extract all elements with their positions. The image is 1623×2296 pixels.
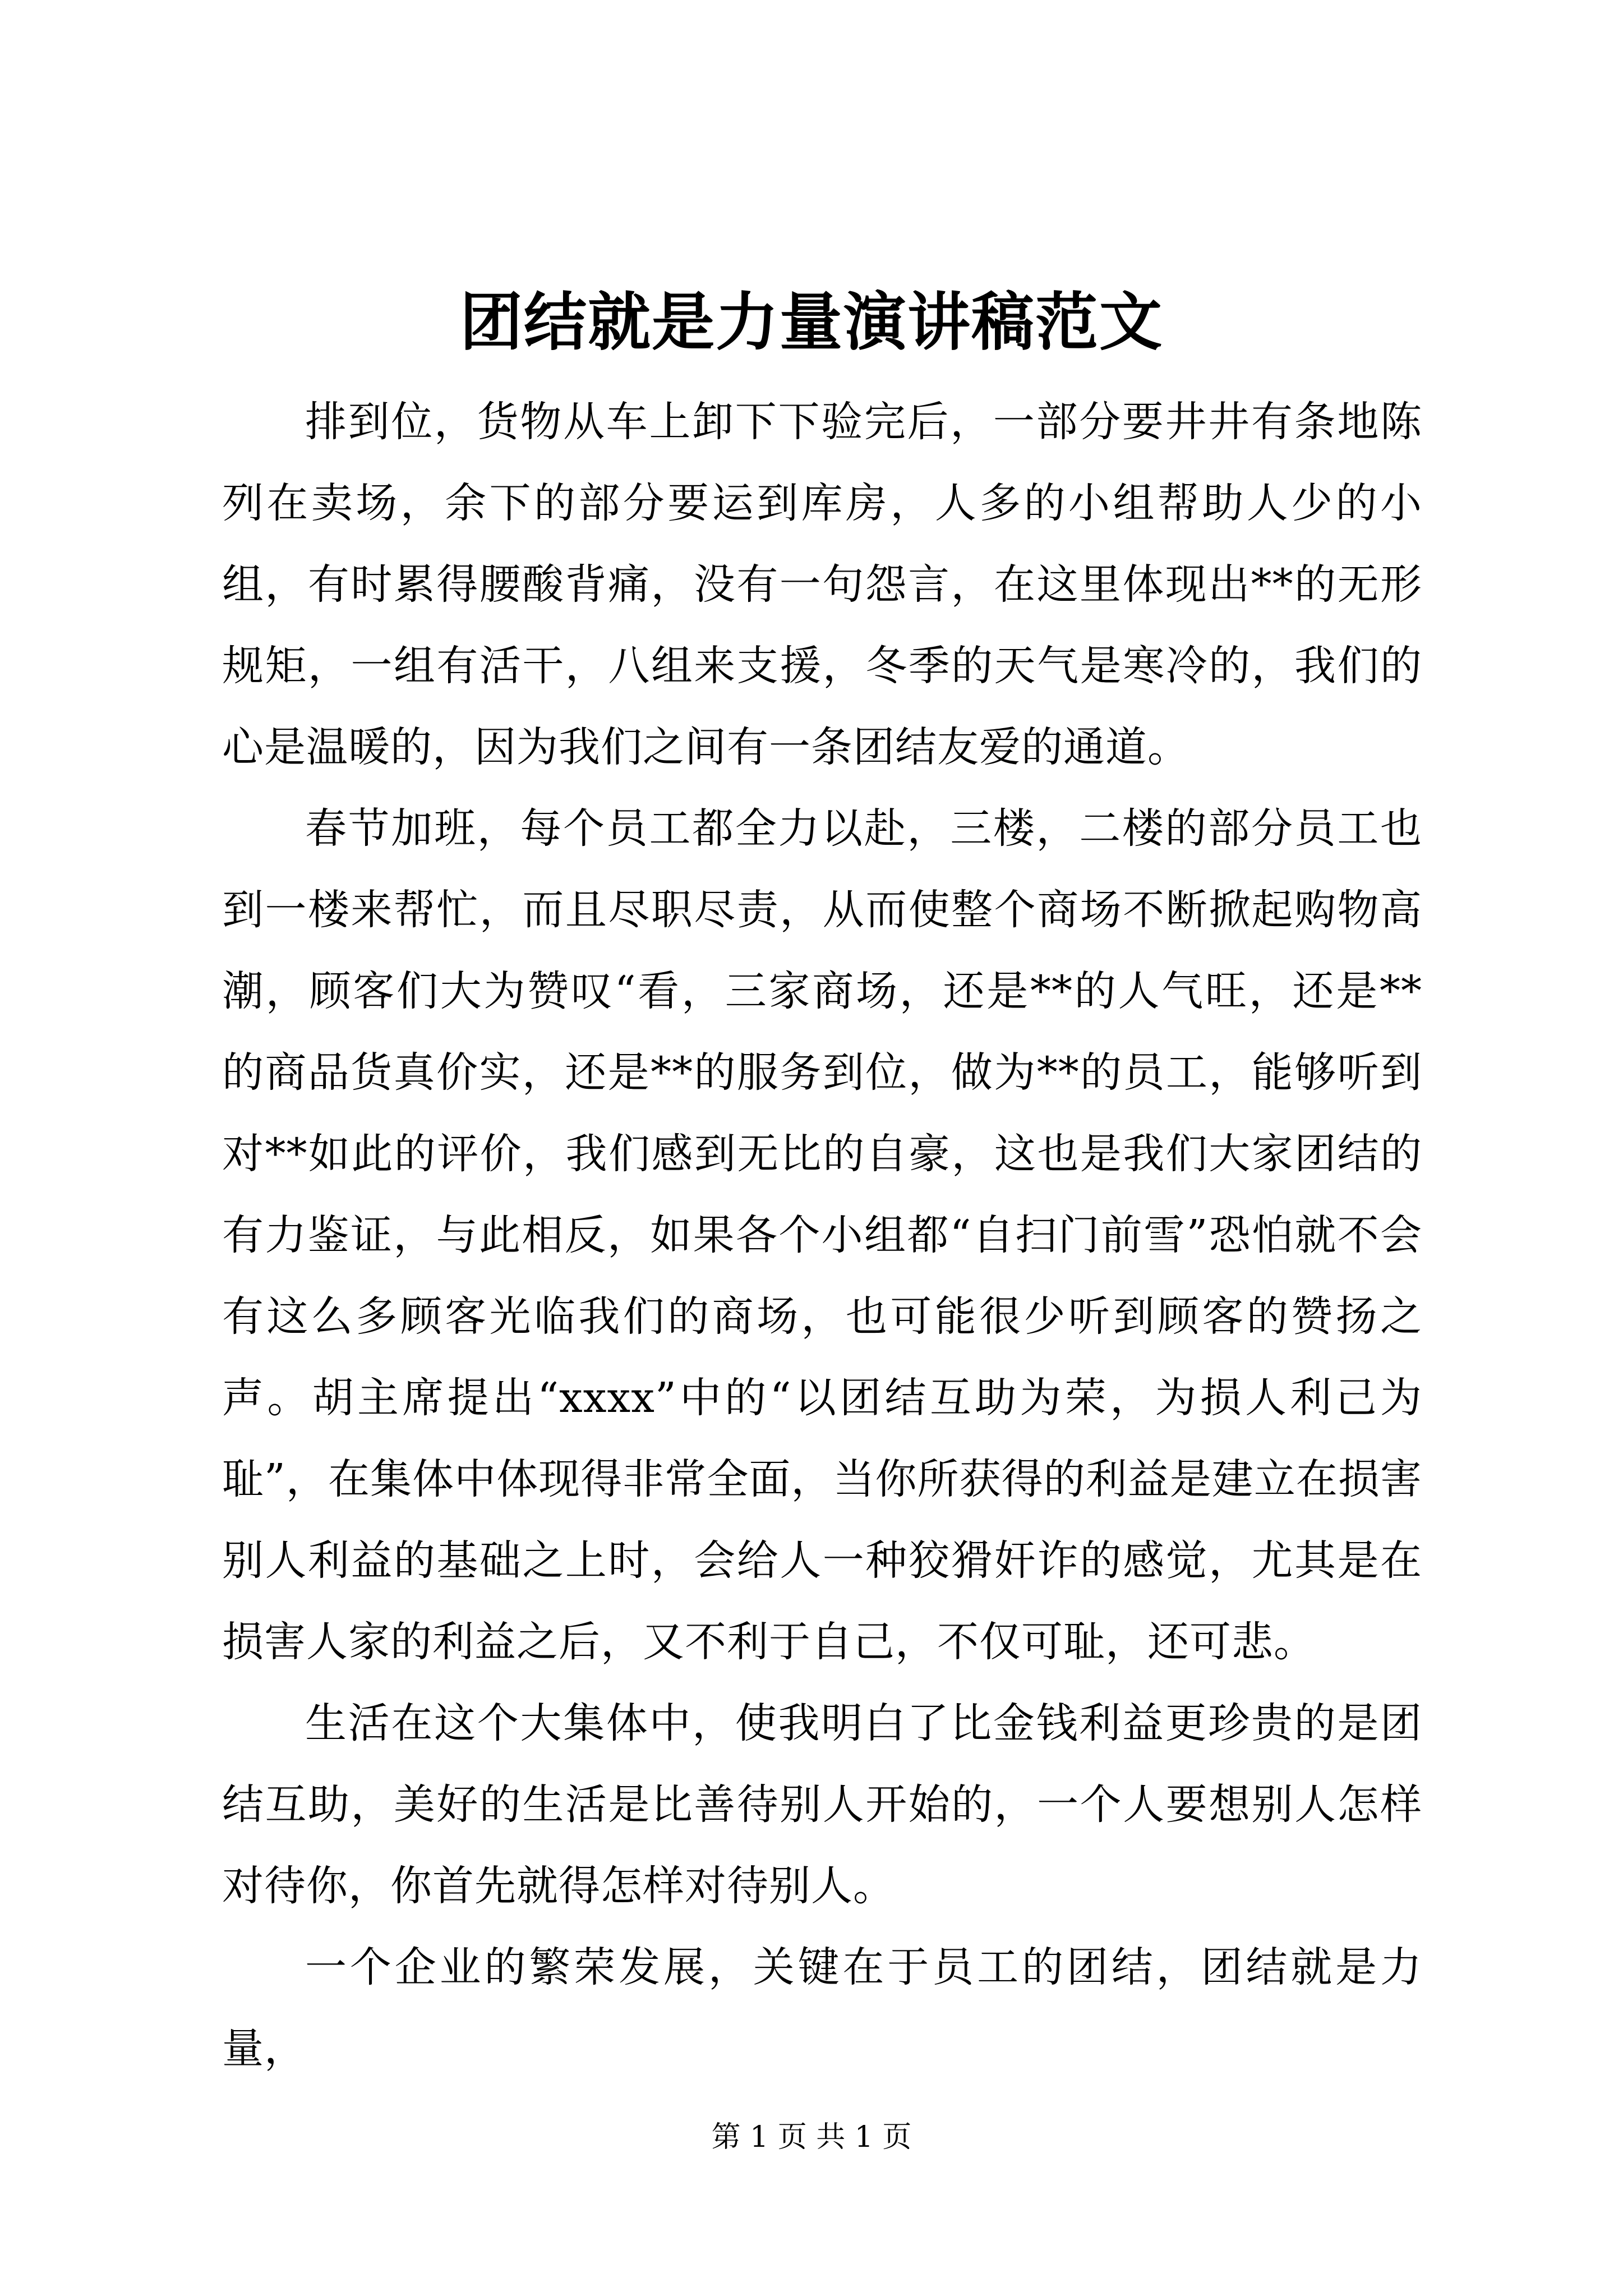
document-body <box>222 381 1422 2090</box>
paragraph-2: 春节加班，每个员工都全力以赴，三楼，二楼的部分员工也到一楼来帮忙，而且尽职尽责，从而使整个商场不断掀起购物高潮，顾客们大为赞叹“看，三家商场，还是**的人气旺，还是**的商品货真价实，还是**的服务到位，做为**的员工，能够听到对**如此的评价，我们感到无比的自豪，这也是我们大家团结的有力鉴证，与此相反，如果各个小组都“自扫门前雪”恐怕就不会有这么多顾客光临我们的商场，也可能很少听到顾客的赞扬之声。胡主席提出“xxxx”中的“以团结互助为荣，为损人利己为耻”，在集体中体现得非常全面，当你所获得的利益是建立在损害别人利益的基础之上时，会给人一种狡猾奸诈的感觉，尤其是在损害人家的利益之后，又不利于自己，不仅可耻，还可悲。 <box>222 804 1422 1666</box>
paragraph-1: 排到位，货物从车上卸下下验完后，一部分要井井有条地陈列在卖场，余下的部分要运到库房，人多的小组帮助人少的小组，有时累得腰酸背痛，没有一句怨言，在这里体现出**的无形规矩，一组有活干，八组来支援，冬季的天气是寒冷的，我们的心是温暖的，因为我们之间有一条团结友爱的通道。 <box>222 398 1422 771</box>
paragraph-3: 生活在这个大集体中，使我明白了比金钱利益更珍贵的是团结互助，美好的生活是比善待别人开始的，一个人要想别人怎样对待你，你首先就得怎样对待别人。 <box>222 1699 1422 1910</box>
document-title: 团结就是力量演讲稿范文 <box>460 286 1163 359</box>
paragraph-4: 一个企业的繁荣发展，关键在于员工的团结，团结就是力量， <box>222 1943 1422 2073</box>
page-footer: 第 1 页 共 1 页 <box>711 2120 912 2154</box>
